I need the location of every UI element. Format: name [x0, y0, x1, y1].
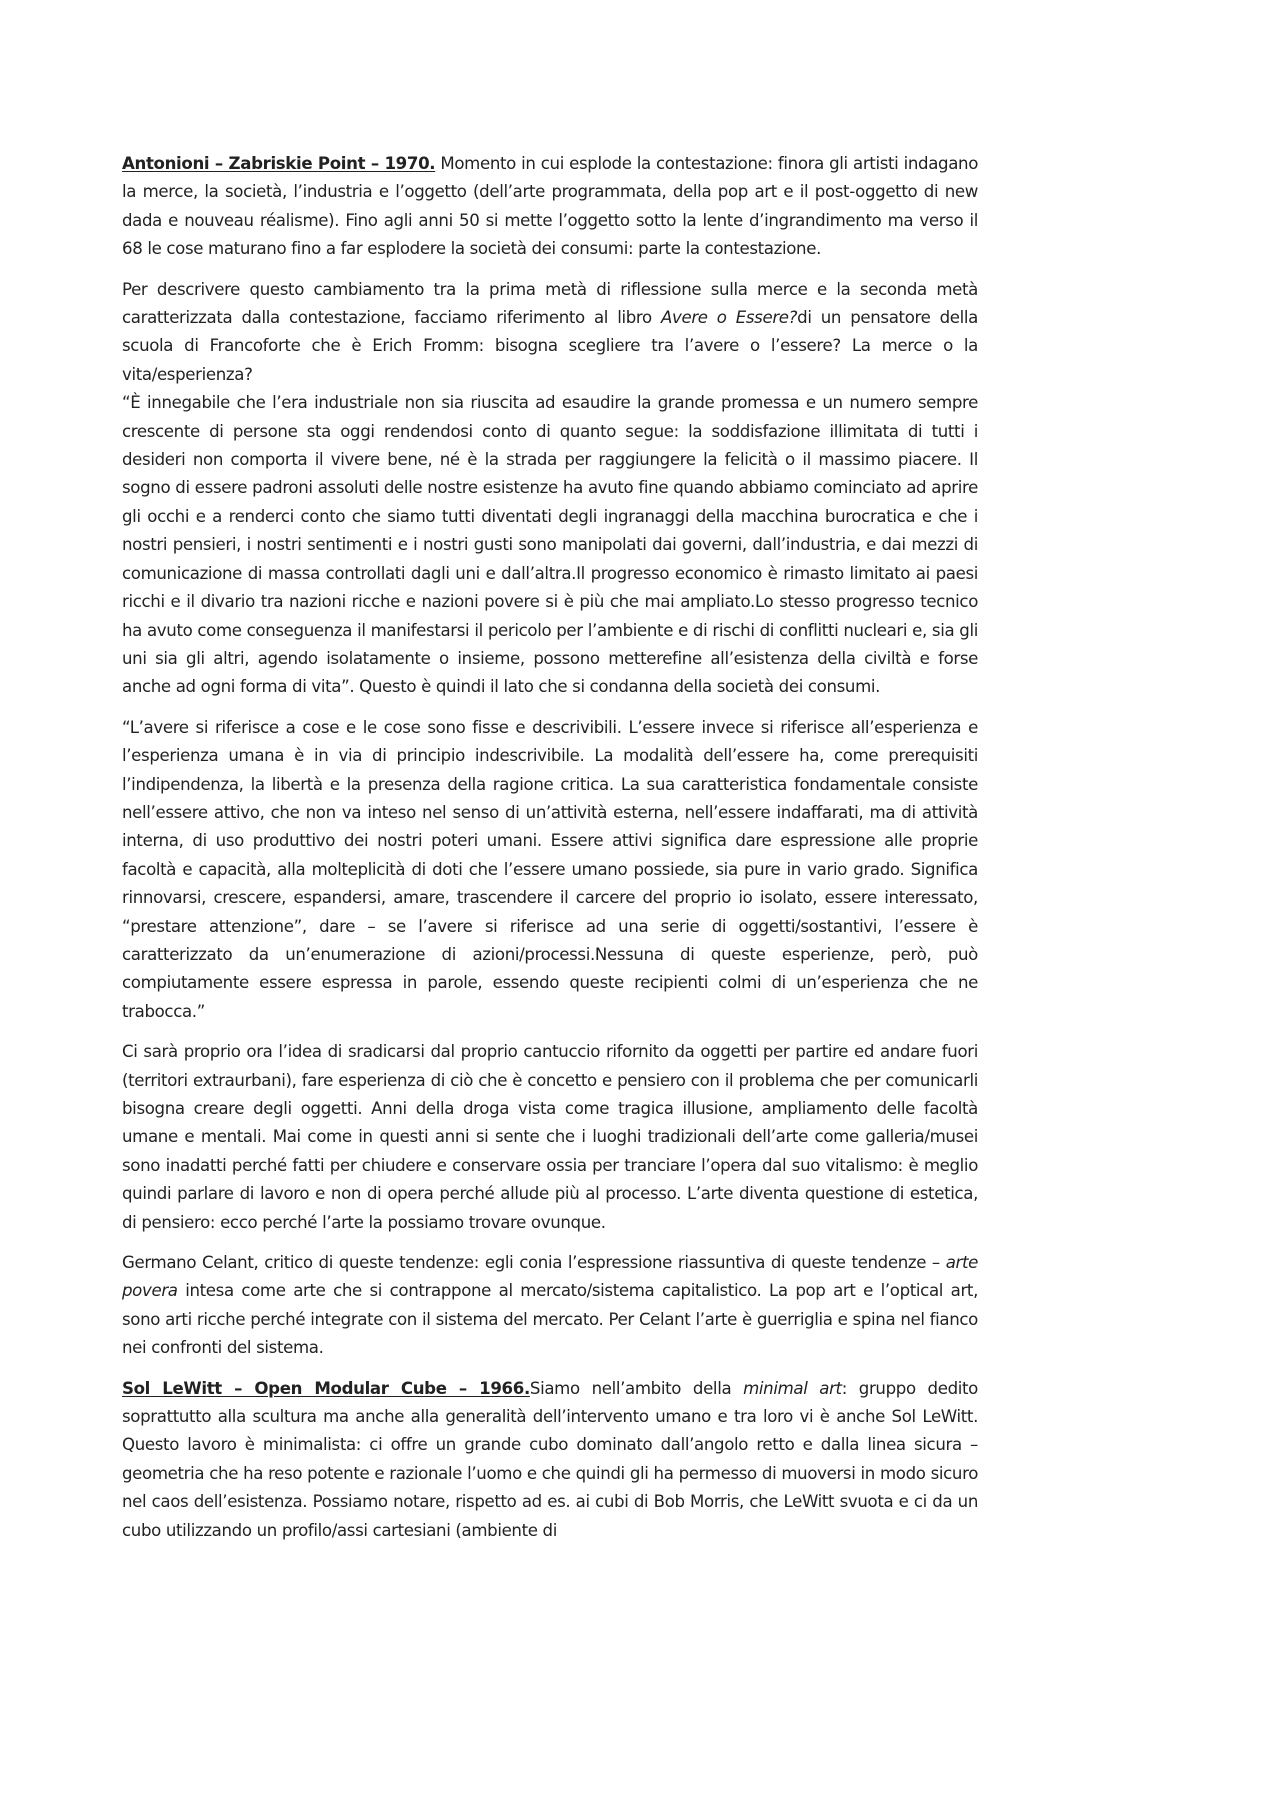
paragraph-fromm [122, 276, 978, 390]
book-title: Avere o Essere? [660, 308, 798, 328]
document-body [122, 150, 978, 1557]
term-minimal-art: minimal art [743, 1378, 842, 1398]
paragraph-celant [122, 1249, 978, 1363]
paragraph-text: Germano Celant, critico di queste tendenze: egli conia l’espressione riassuntiva di queste tendenze – [122, 1253, 946, 1273]
term-arte-povera: arte povera [122, 1253, 978, 1301]
paragraph-text: : gruppo dedito soprattutto alla scultura ma anche alla generalità dell’intervento umano e tra loro vi è anche Sol LeWitt. Questo lavoro è minimalista: ci offre un grande cubo dominato dall’angolo retto e dalla linea sicura – geometria che ha reso potente e razionale l’uomo e che quindi gli ha permesso di muoversi in modo sicuro nel caos dell’esistenza. Possiamo notare, rispetto ad es. ai cubi di Bob Morris, che LeWitt svuota e ci da un cubo utilizzando un profilo/assi cartesiani (ambiente di [122, 1378, 978, 1540]
paragraph-sradicarsi: Ci sarà proprio ora l’idea di sradicarsi dal proprio cantuccio rifornito da oggetti per partire ed andare fuori (territori extraurbani), fare esperienza di ciò che è concetto e pensiero con il problema che per comunicarli bisogna creare degli oggetti. Anni della droga vista come tragica illusione, ampliamento delle facoltà umane e mentali. Mai come in questi anni si sente che i luoghi tradizionali dell’arte come galleria/musei sono inadatti perché fatti per chiudere e conservare ossia per tranciare l’opera dal suo vitalismo: è meglio quindi parlare di lavoro e non di opera perché allude più al processo. L’arte diventa questione di estetica, di pensiero: ecco perché l’arte la possiamo trovare ovunque. [122, 1042, 978, 1232]
paragraph-quote-industrial: “È innegabile che l’era industriale non sia riuscita ad esaudire la grande promessa e un numero sempre crescente di persone sta oggi rendendosi conto di quanto segue: la soddisfazione illimitata di tutti i desideri non comporta il vivere bene, né è la strada per raggiungere la felicità o il massimo piacere. Il sogno di essere padroni assoluti delle nostre esistenze ha avuto fine quando abbiamo cominciato ad aprire gli occhi e a renderci conto che siamo tutti diventati degli ingranaggi della macchina burocratica e che i nostri pensieri, i nostri sentimenti e i nostri gusti sono manipolati dai governi, dall’industria, e dai mezzi di comunicazione di massa controllati dagli uni e dall’altra.Il progresso economico è rimasto limitato ai paesi ricchi e il divario tra nazioni ricche e nazioni povere si è più che mai ampliato.Lo stesso progresso tecnico ha avuto come conseguenza il manifestarsi il pericolo per l’ambiente e di rischi di conflitti nucleari e, sia gli uni sia gli altri, agendo isolatamente o insieme, possono metterefine all’esistenza della civiltà e forse anche ad ogni forma di vita”. Questo è quindi il lato che si condanna della società dei consumi. [122, 393, 978, 697]
paragraph-quote-avere-essere: “L’avere si riferisce a cose e le cose sono fisse e descrivibili. L’essere invece si riferisce all’esperienza e l’esperienza umana è in via di principio indescrivibile. La modalità dell’essere ha, come prerequisiti l’indipendenza, la libertà e la presenza della ragione critica. La sua caratteristica fondamentale consiste nell’essere attivo, che non va inteso nel senso di un’attività esterna, nell’essere indaffarati, ma di attività interna, di uso produttivo dei nostri poteri umani. Essere attivi significa dare espressione alle proprie facoltà e capacità, alla molteplicità di doti che l’essere umano possiede, sia pure in vario grado. Significa rinnovarsi, crescere, espandersi, amare, trascendere il carcere del proprio io isolato, essere interessato, “prestare attenzione”, dare – se l’avere si riferisce ad una serie di oggetti/sostantivi, l’essere è caratterizzato da un’enumerazione di azioni/processi.Nessuna di queste esperienze, però, può compiutamente essere espressa in parole, essendo queste recipienti colmi di un’esperienza che ne trabocca.” [122, 717, 978, 1021]
section-title-zabriskie: Antonioni – Zabriskie Point – 1970. [122, 154, 436, 173]
paragraph-zabriskie [122, 150, 978, 264]
paragraph-text: Per descrivere questo cambiamento tra la prima metà di riflessione sulla merce e la seconda metà caratterizzata dalla contestazione, facciamo riferimento al libro [122, 279, 978, 328]
paragraph-text: intesa come arte che si contrappone al mercato/sistema capitalistico. La pop art e l’optical art, sono arti ricche perché integrate con il sistema del mercato. Per Celant l’arte è guerriglia e spina nel fianco nei confronti del sistema. [122, 1281, 978, 1358]
paragraph-text: Momento in cui esplode la contestazione: finora gli artisti indagano la merce, la società, l’industria e l’oggetto (dell’arte programmata, della pop art e il post-oggetto di new dada e nouveau réalisme). Fino agli anni 50 si mette l’oggetto sotto la lente d’ingrandimento ma verso il 68 le cose maturano fino a far esplodere la società dei consumi: parte la contestazione. [122, 154, 978, 259]
paragraph-text: di un pensatore della scuola di Francoforte che è Erich Fromm: bisogna scegliere tra l’avere o l’essere? La merce o la vita/esperienza? [122, 308, 979, 384]
paragraph-lewitt [122, 1375, 978, 1545]
section-title-lewitt: Sol LeWitt – Open Modular Cube – 1966. [122, 1378, 530, 1398]
paragraph-text: Siamo nell’ambito della [529, 1378, 744, 1398]
